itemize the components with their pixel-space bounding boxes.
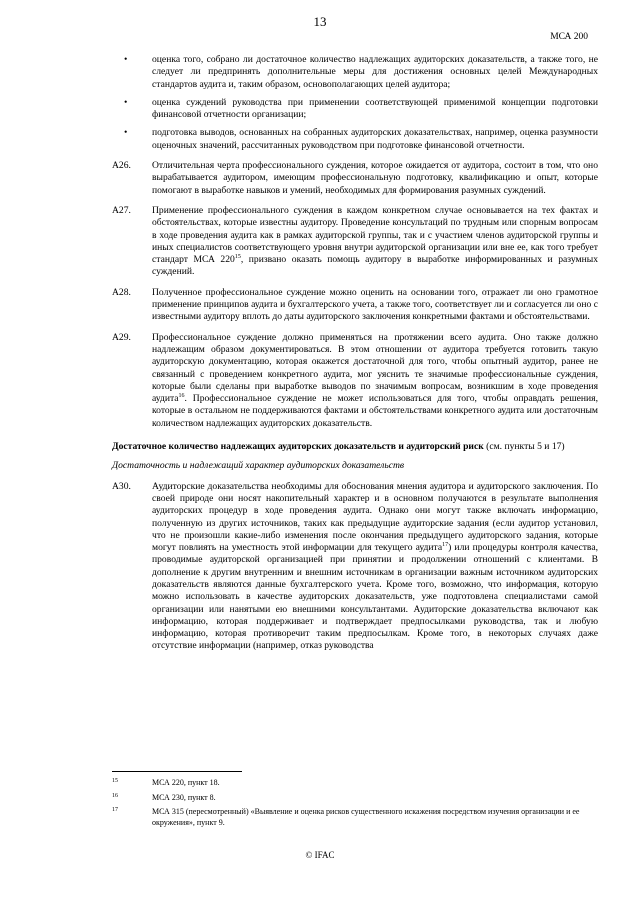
- page-body: [112, 54, 598, 653]
- section-heading-title: Достаточное количество надлежащих аудиторских доказательств и аудиторский риск: [112, 441, 484, 453]
- page-number: 13: [313, 14, 327, 29]
- paragraph-a27: [112, 205, 598, 279]
- paragraph-a26: [112, 160, 598, 197]
- document-code: МСА 200: [550, 32, 588, 42]
- bullet-icon: •: [124, 127, 128, 139]
- paragraph-text: Полученное профессиональное суждение можно оценить на основании того, отражает ли оно грамотное применение принципов аудита и бухгалтерского учета, а также того, соответствует ли и согласуется ли оно с известными аудитору вплоть до даты аудиторского заключения конкретными фактами и обстоятельствами.: [152, 286, 598, 323]
- footnote: [112, 778, 598, 789]
- bullet-text: оценка того, собрано ли достаточное количество надлежащих аудиторских доказательств, а также того, не следует ли предпринять дополнительные меры для достижения основных целей Международных стандартов аудита и, таким образом, основополагающих целей аудитора;: [152, 54, 598, 90]
- bullet-item: [112, 127, 598, 152]
- paragraph-text: Профессиональное суждение должно применяться на протяжении всего аудита. Оно также должно надлежащим образом документироваться. В этом отношении от аудитора требуется готовить такую аудиторскую документацию, которая окажется достаточной для того, чтобы опытный аудитор, ранее не связанный с проведением конкретного аудита, мог уяснить те значимые профессиональные суждения, которые были сделаны при выработке выводов по значимым вопросам, возникшим в ходе проведения аудита: [152, 331, 598, 405]
- bullet-item: [112, 97, 598, 122]
- section-heading-ref: (см. пункты 5 и 17): [483, 441, 565, 453]
- paragraph-text: Применение профессионального суждения в каждом конкретном случае основывается на тех фактах и обстоятельствах, которые известны аудитору. Проведение консультаций по трудным или спорным вопросам в ходе проведения аудита как в рамках аудиторской группы, так и с участием членов аудиторской группы и иных специалистов соответствующего уровня внутри аудиторской организации или вне ее, как того требует стандарт МСА 220: [152, 204, 598, 266]
- paragraph-text-cont: ) или процедуры контроля качества, проводимые аудиторской организацией при принятии и продолжении отношений с клиентами. В дополнение к другим внутренним и внешним источникам в организации важным источником аудиторских доказательств являются данные бухгалтерского учета. Кроме того, возможно, что информация, которую можно использовать в качестве аудиторских доказательств, уже подготовлена специалистами самой организации или нанятыми ею внешними консультантами. Аудиторские доказательства включают как информацию, которая поддерживает и подтверждает предпосылками руководства, так и любую информацию, которая противоречит таким предпосылкам. Кроме того, в некоторых случаях даже отсутствие информации (например, отказ руководства: [152, 542, 598, 652]
- footnote-number: 15: [112, 778, 118, 784]
- paragraph-a28: [112, 287, 598, 324]
- paragraph-text: Отличительная черта профессионального суждения, которое ожидается от аудитора, состоит в том, что оно вырабатывается аудитором, имеющим профессиональную подготовку, квалификацию и опыт, которые помогают в выработке навыков и умений, необходимых для формирования разумных суждений.: [152, 160, 598, 196]
- paragraph-number: A30.: [112, 480, 131, 492]
- paragraph-number: A27.: [112, 204, 131, 216]
- paragraph-text-cont: , призвано оказать помощь аудитору в выработке информированных и разумных суждений.: [152, 254, 598, 278]
- footnote-ref[interactable]: 16: [178, 392, 185, 399]
- bullet-icon: •: [124, 54, 128, 65]
- paragraph-number: A29.: [112, 331, 131, 343]
- footnotes: [112, 778, 598, 832]
- footnote-ref[interactable]: 15: [234, 253, 241, 260]
- bullet-item: [112, 54, 598, 91]
- paragraph-a30: [112, 481, 598, 653]
- paragraph-number: A26.: [112, 160, 131, 172]
- footnote-ref[interactable]: 17: [442, 541, 449, 548]
- bullet-text: оценка суждений руководства при применении соответствующей применимой концепции подготовки финансовой отчетности организации;: [152, 96, 598, 121]
- footnote: [112, 793, 598, 804]
- footnote: [112, 807, 598, 828]
- footnote-text: МСА 220, пункт 18.: [152, 778, 220, 787]
- footnote-number: 17: [112, 807, 118, 813]
- copyright: © IFAC: [305, 850, 335, 860]
- paragraph-number: A28.: [112, 286, 131, 298]
- subsection-heading: Достаточность и надлежащий характер аудиторских доказательств: [112, 460, 405, 472]
- footnote-divider: [112, 771, 242, 772]
- footnote-number: 16: [112, 792, 118, 799]
- section-heading: [112, 441, 598, 453]
- bullet-icon: •: [124, 96, 128, 108]
- paragraph-text: Аудиторские доказательства необходимы для обоснования мнения аудитора и аудиторского заключения. По своей природе они носят накопительный характер и в основном получаются в результате выполнения аудиторских процедур в ходе проведения аудита. Однако они могут также включать информацию, полученную из других источников, таких как предыдущие аудиторские задания (если аудитор установил, что не произошли какие-либо изменения после окончания предыдущего аудиторского задания, которые могут повлиять на уместность этой информации для текущего аудита: [152, 480, 598, 554]
- footnote-text: МСА 230, пункт 8.: [152, 792, 216, 802]
- paragraph-text-cont: . Профессиональное суждение не может использоваться для того, чтобы оправдать решения, которые в остальном не поддерживаются фактами и обстоятельствами конкретного аудита или достаточным количеством надлежащих аудиторских доказательств.: [152, 393, 598, 429]
- bullet-text: подготовка выводов, основанных на собранных аудиторских доказательствах, например, оценка разумности оценочных значений, рассчитанных руководством при подготовке финансовой отчетности.: [152, 127, 598, 151]
- paragraph-a29: [112, 332, 598, 430]
- footnote-text: МСА 315 (пересмотренный) «Выявление и оценка рисков существенного искажения посредством изучения организации и ее окружения», пункт 9.: [152, 807, 580, 827]
